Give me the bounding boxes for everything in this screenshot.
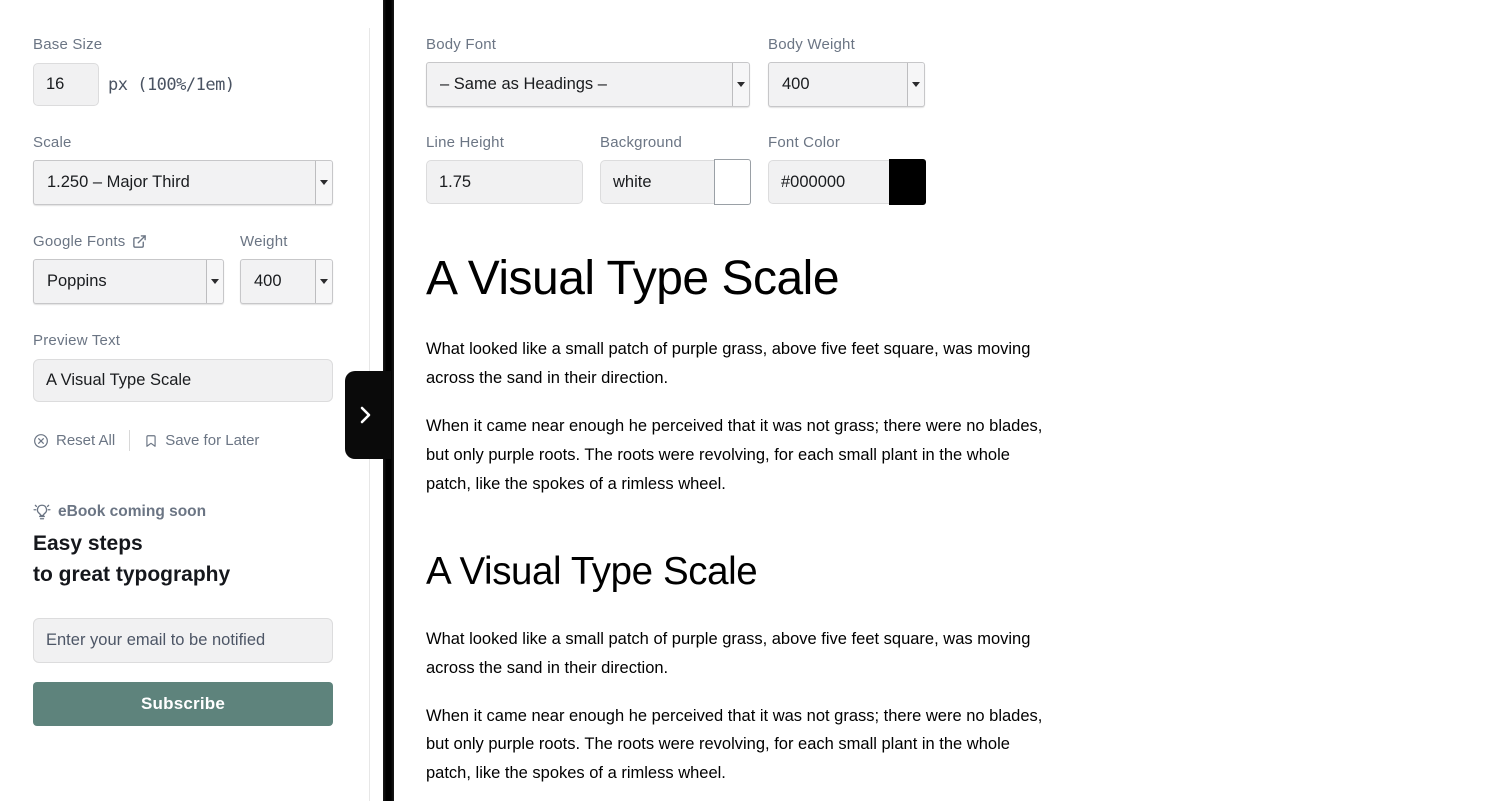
google-fonts-label: Google Fonts — [33, 233, 126, 250]
background-group — [600, 134, 750, 204]
fonts-controls-row — [33, 259, 333, 304]
preview-text-label: Preview Text — [33, 332, 121, 349]
font-color-swatch[interactable] — [889, 159, 926, 205]
fonts-labels-row — [33, 233, 370, 250]
body-weight-group — [768, 36, 925, 107]
ebook-eyebrow — [33, 503, 370, 521]
weight-label: Weight — [240, 233, 288, 250]
preview-heading-h2: A Visual Type Scale — [426, 549, 758, 593]
body-font-label: Body Font — [426, 36, 497, 53]
save-for-later-button[interactable] — [144, 432, 259, 449]
scale-select[interactable] — [33, 160, 333, 205]
chevron-down-icon — [732, 63, 749, 106]
reset-icon — [33, 433, 49, 449]
email-input[interactable] — [33, 618, 333, 663]
body-font-select[interactable] — [426, 62, 750, 107]
reset-all-button[interactable] — [33, 432, 115, 449]
base-size-input[interactable] — [33, 63, 99, 106]
ebook-eyebrow-label: eBook coming soon — [58, 503, 207, 520]
weight-select[interactable] — [240, 259, 333, 304]
base-size-label: Base Size — [33, 36, 103, 53]
preview-heading-h1: A Visual Type Scale — [426, 252, 840, 305]
promo-heading-line2: to great typography — [33, 563, 231, 586]
base-size-row — [33, 63, 370, 106]
chevron-down-icon — [315, 260, 332, 303]
preview-paragraph: When it came near enough he perceived that it was not grass; there were no blades, but only purple roots. The roots were revolving, for each small plant in the whole patch, like the spokes of a rimless wheel. — [426, 416, 1043, 493]
chevron-down-icon — [315, 161, 332, 204]
reset-all-label: Reset All — [56, 432, 116, 449]
body-weight-select[interactable] — [768, 62, 925, 107]
scale-label: Scale — [33, 134, 72, 151]
body-controls-row — [426, 36, 1500, 107]
body-weight-select-value: 400 — [782, 75, 810, 93]
chevron-down-icon — [907, 63, 924, 106]
background-color-swatch[interactable] — [714, 159, 751, 205]
google-fonts-select[interactable] — [33, 259, 224, 304]
settings-sidebar — [0, 0, 370, 801]
actions-divider — [129, 430, 130, 451]
preview-paragraph: What looked like a small patch of purple grass, above five feet square, was moving across the sand in their direction. — [426, 629, 1031, 677]
line-height-group — [426, 134, 583, 204]
font-color-label: Font Color — [768, 134, 841, 151]
save-for-later-label: Save for Later — [165, 432, 260, 449]
external-link-icon[interactable] — [132, 234, 147, 249]
preview-paragraph: When it came near enough he perceived that it was not grass; there were no blades, but only purple roots. The roots were revolving, for each small plant in the whole patch, like the spokes of a rimless wheel. — [426, 706, 1043, 783]
line-height-label: Line Height — [426, 134, 505, 151]
google-fonts-select-value: Poppins — [47, 272, 107, 290]
promo-heading-line1: Easy steps — [33, 532, 143, 555]
font-color-group — [768, 134, 925, 204]
body-font-group — [426, 36, 750, 107]
chevron-down-icon — [206, 260, 223, 303]
scale-select-value: 1.250 – Major Third — [47, 173, 190, 191]
body-weight-label: Body Weight — [768, 36, 855, 53]
body-font-select-value: – Same as Headings – — [440, 75, 607, 93]
preview-text-input[interactable] — [33, 359, 333, 402]
sidebar-collapse-toggle[interactable] — [345, 371, 391, 459]
subscribe-button[interactable]: Subscribe — [33, 682, 333, 726]
bookmark-icon — [144, 433, 158, 449]
promo-heading — [33, 528, 370, 590]
line-height-input[interactable] — [426, 160, 583, 204]
text-controls-row — [426, 134, 1500, 204]
chevron-right-icon — [353, 403, 377, 427]
preview-panel — [394, 0, 1500, 801]
weight-select-value: 400 — [254, 272, 282, 290]
lightbulb-icon — [33, 503, 51, 521]
preview-paragraph: What looked like a small patch of purple grass, above five feet square, was moving across the sand in their direction. — [426, 340, 1031, 388]
background-label: Background — [600, 134, 683, 151]
base-size-suffix: px (100%/1em) — [108, 74, 235, 95]
sidebar-actions — [33, 430, 370, 451]
